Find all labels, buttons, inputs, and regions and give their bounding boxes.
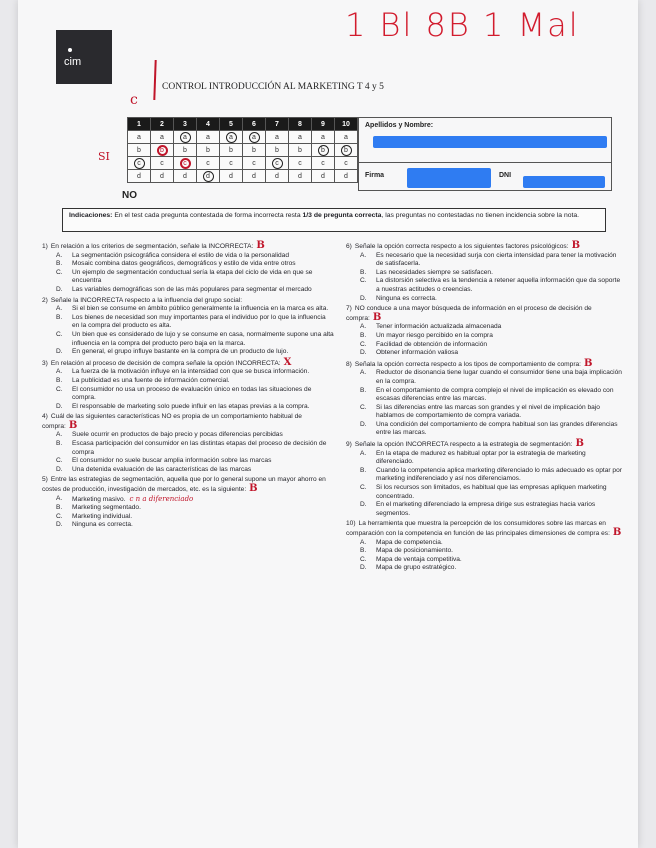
- option-letter: C.: [360, 484, 367, 492]
- handwritten-c-mark: c: [130, 92, 138, 108]
- option-text-body: Facilidad de obtención de información: [376, 340, 488, 348]
- option-text-body: Suele ocurrir en productos de bajo precio y pocas diferencias percibidas: [72, 431, 283, 439]
- grid-col-header: 4: [197, 118, 220, 131]
- handwritten-answer: B: [584, 357, 593, 369]
- handwritten-no-mark: NO: [122, 190, 137, 201]
- option-text: [72, 252, 289, 261]
- answer-option[interactable]: [342, 341, 622, 350]
- question-stem: [342, 357, 622, 370]
- answer-option[interactable]: [38, 504, 334, 513]
- option-text-body: Ninguna es correcta.: [376, 294, 437, 302]
- grid-cell[interactable]: b: [266, 144, 289, 157]
- option-letter: D.: [56, 348, 63, 356]
- option-text: [72, 260, 296, 269]
- option-text: [376, 467, 622, 484]
- answer-option[interactable]: [342, 323, 622, 332]
- grid-row-b: [128, 144, 358, 157]
- questions-right-column: [342, 242, 622, 575]
- handwritten-answer: B: [612, 527, 622, 538]
- exam-title: CONTROL INTRODUCCIÓN AL MARKETING T 4 y 5: [162, 82, 384, 92]
- option-text: [376, 349, 458, 358]
- question-stem: [38, 413, 334, 431]
- grid-col-header: 10: [335, 118, 358, 131]
- name-label: Apellidos y Nombre:: [365, 122, 434, 129]
- option-text: [72, 331, 334, 348]
- grid-cell[interactable]: d: [174, 170, 197, 183]
- option-text: [72, 513, 132, 522]
- option-text: [376, 404, 622, 421]
- option-text: [376, 564, 456, 573]
- option-letter: C.: [360, 340, 367, 348]
- option-letter: C.: [56, 385, 63, 393]
- redacted-name: [373, 136, 607, 148]
- option-text-body: Es necesario que la necesidad surja con cierta intensidad para tener la motivación de satisfacerla.: [376, 251, 617, 268]
- option-text: [376, 556, 462, 565]
- option-letter: D.: [360, 564, 367, 572]
- grid-cell[interactable]: c: [312, 157, 335, 170]
- handwritten-answer: B: [249, 483, 258, 495]
- question-number: 9): [346, 441, 352, 449]
- option-text: [72, 348, 288, 357]
- identity-box: [358, 117, 612, 191]
- option-text: [376, 387, 622, 404]
- option-text: [376, 484, 622, 501]
- question-number: 7): [346, 305, 352, 313]
- question-text: En relación a los criterios de segmentación, señale la INCORRECTA:: [50, 243, 254, 250]
- question-block: [38, 297, 334, 357]
- option-letter: C.: [360, 277, 367, 285]
- option-text-body: La fuerza de la motivación influye en la intensidad con que se busca información.: [72, 368, 310, 376]
- option-letter: D.: [360, 501, 367, 509]
- option-text: [72, 440, 334, 457]
- question-block: [38, 413, 334, 474]
- grid-cell[interactable]: d: [220, 170, 243, 183]
- grid-cell-circled[interactable]: c: [266, 157, 289, 170]
- answer-option[interactable]: [38, 368, 334, 377]
- logo-dot-icon: [68, 48, 72, 52]
- handwritten-answer: B: [372, 311, 382, 323]
- redacted-dni: [523, 176, 605, 188]
- option-text: [72, 504, 141, 513]
- option-text-body: En general, el grupo influye bastante en la compra de un producto de lujo.: [72, 348, 289, 356]
- grid-cell[interactable]: b: [220, 144, 243, 157]
- option-text-body: Marketing segmentado.: [72, 504, 141, 512]
- answer-option[interactable]: [342, 547, 622, 556]
- option-text-body: Mapa de grupo estratégico.: [376, 564, 457, 572]
- option-text: [376, 323, 501, 332]
- grid-cell-circled[interactable]: b: [335, 144, 358, 157]
- option-text-body: Una condición del comportamiento de compra habitual son las grandes diferencias entre las marcas.: [376, 420, 618, 437]
- question-stem: [38, 476, 334, 494]
- option-text-body: El consumidor no usa un proceso de evaluación único en todas las situaciones de compra.: [72, 385, 312, 402]
- handwritten-note: c n a diferenciado: [129, 494, 194, 503]
- answer-option[interactable]: [342, 450, 622, 467]
- instructions-bold: 1/3 de pregunta correcta: [302, 212, 382, 219]
- option-text-body: Las necesidades siempre se satisfacen.: [376, 268, 493, 276]
- option-text: [72, 403, 310, 412]
- grid-cell[interactable]: c: [289, 157, 312, 170]
- question-stem: [342, 440, 622, 450]
- answer-option[interactable]: [342, 295, 622, 304]
- handwritten-answer: B: [256, 240, 265, 251]
- option-text-body: La segmentación psicográfica considera el estilo de vida o la personalidad: [72, 251, 289, 259]
- question-text: Entre las estrategias de segmentación, aquella que por lo general supone un mayor ahorro en costes de producción, investigación de mercados, etc. es la siguiente:: [42, 476, 326, 494]
- question-text: Señale la opción INCORRECTA respecto a la estrategia de segmentación:: [354, 441, 573, 449]
- option-letter: C.: [360, 403, 367, 411]
- option-text-body: Una detenida evaluación de las características de las marcas: [72, 465, 252, 473]
- grid-col-header: 9: [312, 118, 335, 131]
- option-text-body: Marketing masivo.: [72, 495, 126, 503]
- handwritten-score: 1 Bl 8B 1 Mal: [345, 6, 580, 44]
- answer-option[interactable]: [342, 484, 622, 501]
- grid-cell[interactable]: a: [335, 131, 358, 144]
- option-text: [72, 431, 283, 440]
- grid-cell[interactable]: c: [243, 157, 266, 170]
- question-stem: [38, 356, 334, 369]
- grid-cell-circled[interactable]: b: [312, 144, 335, 157]
- option-text-body: En el comportamiento de compra complejo el nivel de implicación es elevado con escasas diferencias entre las marcas.: [376, 386, 614, 403]
- question-number: 2): [42, 296, 48, 304]
- grid-cell[interactable]: b: [197, 144, 220, 157]
- redacted-signature: [407, 168, 491, 188]
- answer-option[interactable]: [38, 286, 334, 295]
- option-letter: C.: [56, 330, 63, 338]
- question-stem: [38, 242, 334, 252]
- option-text-body: Cuando la competencia aplica marketing diferenciado lo más adecuado es optar por marketing indiferenciado y así nos diferenciamos.: [376, 466, 622, 483]
- option-text-body: Reductor de disonancia tiene lugar cuando el consumidor tiene una baja implicación en la compra.: [376, 369, 622, 385]
- grid-cell[interactable]: d: [266, 170, 289, 183]
- answer-option[interactable]: [342, 387, 622, 404]
- grid-cell[interactable]: b: [289, 144, 312, 157]
- instructions-prefix: Indicaciones:: [69, 212, 113, 219]
- option-text: [376, 277, 622, 294]
- option-text-body: Marketing individual.: [72, 512, 133, 520]
- question-text: Señala la opción correcta respecto a los tipos de comportamiento de compra:: [354, 360, 582, 368]
- option-letter: A.: [360, 449, 367, 457]
- answer-option[interactable]: [38, 252, 334, 261]
- question-stem: [342, 242, 622, 252]
- grid-cell[interactable]: d: [243, 170, 266, 183]
- grid-cell[interactable]: d: [151, 170, 174, 183]
- option-text: [72, 521, 133, 530]
- question-block: [342, 440, 622, 518]
- option-text: [376, 539, 443, 548]
- answer-option[interactable]: [38, 431, 334, 440]
- question-block: [38, 242, 334, 295]
- option-text: [72, 305, 328, 314]
- answer-option[interactable]: [342, 539, 622, 548]
- option-text-body: Mapa de posicionamiento.: [376, 547, 453, 555]
- question-number: 6): [346, 243, 352, 250]
- option-text-body: Un mayor riesgo percibido en la compra: [376, 331, 493, 339]
- question-number: 3): [42, 359, 48, 367]
- grid-col-header: 8: [289, 118, 312, 131]
- option-letter: A.: [56, 368, 63, 376]
- logo-text: cim: [64, 56, 82, 68]
- dni-label: DNI: [499, 172, 512, 179]
- answer-option[interactable]: [38, 260, 334, 269]
- answer-option[interactable]: [342, 277, 622, 294]
- option-text-body: La publicidad es una fuente de información comercial.: [72, 376, 230, 384]
- question-text: NO conduce a una mayor búsqueda de información en el proceso de decisión de compra:: [346, 305, 592, 322]
- option-text-body: En la etapa de madurez es habitual optar por la estrategia de marketing diferenciado.: [376, 449, 586, 466]
- option-text-body: El responsable de marketing solo puede influir en las etapas previas a la compra.: [72, 402, 310, 410]
- answer-option[interactable]: [38, 521, 334, 530]
- answer-grid-header: [128, 118, 358, 131]
- answer-option[interactable]: [342, 269, 622, 278]
- option-letter: B.: [56, 260, 63, 268]
- option-text: [72, 286, 312, 295]
- option-text: [376, 547, 453, 556]
- grid-row-a: [128, 131, 358, 144]
- question-text: En relación al proceso de decisión de compra señale la opción INCORRECTA:: [50, 359, 281, 367]
- question-block: [342, 242, 622, 303]
- option-text-body: Un ejemplo de segmentación conductual sería la etapa del ciclo de vida en que se encuentra: [72, 268, 313, 285]
- question-block: [342, 357, 622, 438]
- school-logo: [56, 30, 112, 84]
- grid-cell[interactable]: a: [312, 131, 335, 144]
- option-letter: C.: [56, 268, 63, 276]
- option-letter: A.: [56, 251, 63, 259]
- option-text: [376, 450, 622, 467]
- answer-option[interactable]: [38, 403, 334, 412]
- option-text: [72, 457, 271, 466]
- option-text: [376, 341, 487, 350]
- option-letter: C.: [56, 512, 63, 520]
- option-letter: D.: [56, 402, 63, 410]
- answer-option[interactable]: [342, 467, 622, 484]
- option-letter: D.: [360, 294, 367, 302]
- option-text: [72, 377, 230, 386]
- grid-row-d: [128, 170, 358, 183]
- option-text-body: Obtener información valiosa: [376, 349, 459, 357]
- answer-option[interactable]: [342, 252, 622, 269]
- question-number: 8): [346, 360, 352, 368]
- grid-cell-circled[interactable]: a: [174, 131, 197, 144]
- grid-cell[interactable]: d: [335, 170, 358, 183]
- option-letter: C.: [360, 555, 367, 563]
- handwritten-answer: B: [575, 438, 584, 450]
- grid-cell[interactable]: a: [197, 131, 220, 144]
- answer-option[interactable]: [38, 269, 334, 286]
- answer-option[interactable]: [342, 332, 622, 341]
- grid-cell-circled[interactable]: d: [197, 170, 220, 183]
- option-text: [376, 369, 622, 386]
- grid-cell-circled[interactable]: a: [220, 131, 243, 144]
- option-letter: B.: [360, 268, 367, 276]
- option-letter: A.: [360, 538, 367, 546]
- grid-cell[interactable]: d: [289, 170, 312, 183]
- grid-cell[interactable]: d: [312, 170, 335, 183]
- option-text-body: Un bien que es considerado de lujo y se consume en casa, normalmente supone una alta influencia en la compra del producto pero baja en la marca.: [72, 330, 334, 347]
- option-letter: B.: [56, 376, 63, 384]
- question-text: Señale la INCORRECTA respecto a la influencia del grupo social:: [50, 296, 243, 304]
- option-letter: D.: [360, 349, 367, 357]
- answer-option[interactable]: [38, 314, 334, 331]
- grid-col-header: 6: [243, 118, 266, 131]
- grid-row-c: [128, 157, 358, 170]
- option-letter: A.: [360, 251, 367, 259]
- answer-option[interactable]: [342, 369, 622, 386]
- option-letter: B.: [360, 466, 367, 474]
- answer-option[interactable]: [38, 440, 334, 457]
- instructions-text-a: En el test cada pregunta contestada de forma incorrecta resta: [112, 212, 303, 219]
- grid-cell[interactable]: c: [335, 157, 358, 170]
- option-text-body: Ninguna es correcta.: [72, 521, 133, 529]
- option-letter: A.: [360, 323, 367, 331]
- option-text-body: La distorsión selectiva es la tendencia a retener aquella información que da soporte a nuestras actitudes o creencias.: [376, 277, 621, 293]
- instructions-text-b: , las preguntas no contestadas no tienen incidencia sobre la nota.: [381, 212, 580, 219]
- grid-cell[interactable]: a: [266, 131, 289, 144]
- grid-cell[interactable]: c: [151, 157, 174, 170]
- option-letter: B.: [56, 313, 63, 321]
- grid-col-header: 5: [220, 118, 243, 131]
- answer-option[interactable]: [342, 421, 622, 438]
- firma-label: Firma: [365, 172, 385, 179]
- option-letter: D.: [56, 285, 63, 293]
- option-letter: B.: [56, 440, 63, 448]
- question-number: 1): [42, 243, 48, 250]
- option-text: [72, 466, 251, 475]
- question-block: [342, 520, 622, 573]
- option-text-body: Las variables demográficas son de las más populares para segmentar el mercado: [72, 285, 312, 293]
- answer-option[interactable]: [38, 386, 334, 403]
- handwritten-answer: B: [571, 240, 581, 251]
- question-number: 5): [42, 476, 48, 484]
- option-text: [376, 295, 437, 304]
- option-text: [72, 269, 334, 286]
- answer-option[interactable]: [38, 331, 334, 348]
- question-stem: [342, 520, 622, 538]
- handwritten-answer: X: [283, 356, 292, 368]
- option-text: [376, 252, 622, 269]
- grid-cell[interactable]: c: [197, 157, 220, 170]
- option-text-body: Si el bien se consume en ámbito público generalmente la influencia en la marca es alta.: [72, 305, 329, 313]
- question-stem: [342, 305, 622, 323]
- option-text: [376, 332, 493, 341]
- option-text-body: En el marketing diferenciado la empresa dirige sus estrategias hacia varios segmentos.: [376, 501, 596, 517]
- answer-grid: [127, 117, 358, 183]
- option-letter: B.: [56, 504, 63, 512]
- question-stem: [38, 297, 334, 306]
- option-text-body: Escasa participación del consumidor en las distintas etapas del proceso de decisión de compra: [72, 440, 327, 456]
- option-text: [376, 269, 493, 278]
- option-text-body: Los bienes de necesidad son muy importantes para el individuo por lo que la influencia en la compra del producto es alta.: [72, 313, 326, 330]
- identity-divider: [359, 162, 611, 163]
- grid-cell[interactable]: a: [151, 131, 174, 144]
- questions-left-column: [38, 242, 334, 532]
- option-text-body: Mosaic combina datos geográficos, demográficos y estilo de vida entre otros: [72, 260, 296, 268]
- option-letter: A.: [56, 494, 63, 502]
- answer-option[interactable]: [38, 457, 334, 466]
- question-number: 10): [346, 520, 356, 528]
- option-text-body: Tener información actualizada almacenada: [376, 323, 502, 331]
- grid-cell[interactable]: c: [220, 157, 243, 170]
- option-text: [72, 495, 193, 505]
- question-text: Señale la opción correcta respecto a los siguientes factores psicológicos:: [354, 243, 569, 250]
- question-block: [38, 476, 334, 530]
- option-letter: B.: [360, 331, 367, 339]
- option-text: [376, 501, 622, 518]
- grid-cell[interactable]: b: [243, 144, 266, 157]
- instructions-box: [62, 208, 606, 232]
- option-letter: A.: [56, 305, 63, 313]
- option-letter: D.: [56, 521, 63, 529]
- answer-option[interactable]: [38, 513, 334, 522]
- grid-cell[interactable]: a: [289, 131, 312, 144]
- option-letter: D.: [360, 420, 367, 428]
- grid-cell[interactable]: b: [128, 144, 151, 157]
- option-letter: A.: [360, 369, 367, 377]
- grid-col-header: 2: [151, 118, 174, 131]
- option-letter: C.: [56, 457, 63, 465]
- option-letter: D.: [56, 465, 63, 473]
- answer-option[interactable]: [38, 466, 334, 475]
- grid-cell-corrected[interactable]: b: [151, 144, 174, 157]
- answer-option[interactable]: [38, 495, 334, 505]
- grid-col-header: 7: [266, 118, 289, 131]
- answer-option[interactable]: [342, 501, 622, 518]
- option-letter: A.: [56, 431, 63, 439]
- option-text-body: Mapa de ventaja competitiva.: [376, 555, 462, 563]
- answer-option[interactable]: [342, 556, 622, 565]
- option-text-body: Mapa de competencia.: [376, 538, 443, 546]
- question-block: [342, 305, 622, 358]
- grid-cell-circled[interactable]: a: [243, 131, 266, 144]
- handwritten-si-mark: SI: [98, 150, 110, 163]
- answer-option[interactable]: [38, 377, 334, 386]
- option-text: [72, 314, 334, 331]
- option-text-body: El consumidor no suele buscar amplia información sobre las marcas: [72, 457, 272, 465]
- grid-cell[interactable]: b: [174, 144, 197, 157]
- option-text-body: Si las diferencias entre las marcas son grandes y el nivel de implicación bajo hablamos de comportamiento de compra variada.: [376, 403, 600, 420]
- question-number: 4): [42, 413, 48, 421]
- handwritten-answer: B: [68, 419, 78, 431]
- question-block: [38, 356, 334, 412]
- option-letter: B.: [360, 386, 367, 394]
- option-text: [72, 368, 309, 377]
- grid-cell[interactable]: a: [128, 131, 151, 144]
- option-text: [376, 421, 622, 438]
- answer-option[interactable]: [342, 349, 622, 358]
- answer-option[interactable]: [38, 348, 334, 357]
- option-text: [72, 386, 334, 403]
- grid-col-header: 3: [174, 118, 197, 131]
- option-text-body: Si los recursos son limitados, es habitual que las empresas apliquen marketing concentrado.: [376, 484, 607, 500]
- question-text: Cuál de las siguientes características NO es propia de un comportamiento habitual de compra:: [42, 413, 302, 430]
- grid-cell-circled[interactable]: c: [128, 157, 151, 170]
- answer-option[interactable]: [38, 305, 334, 314]
- grid-col-header: 1: [128, 118, 151, 131]
- grid-cell-corrected[interactable]: c: [174, 157, 197, 170]
- answer-option[interactable]: [342, 404, 622, 421]
- question-text: La herramienta que muestra la percepción de los consumidores sobre las marcas en comparación con la competencia en función de las principales dimensiones de compra es:: [346, 520, 610, 537]
- option-letter: B.: [360, 547, 367, 555]
- answer-option[interactable]: [342, 564, 622, 573]
- grid-cell[interactable]: d: [128, 170, 151, 183]
